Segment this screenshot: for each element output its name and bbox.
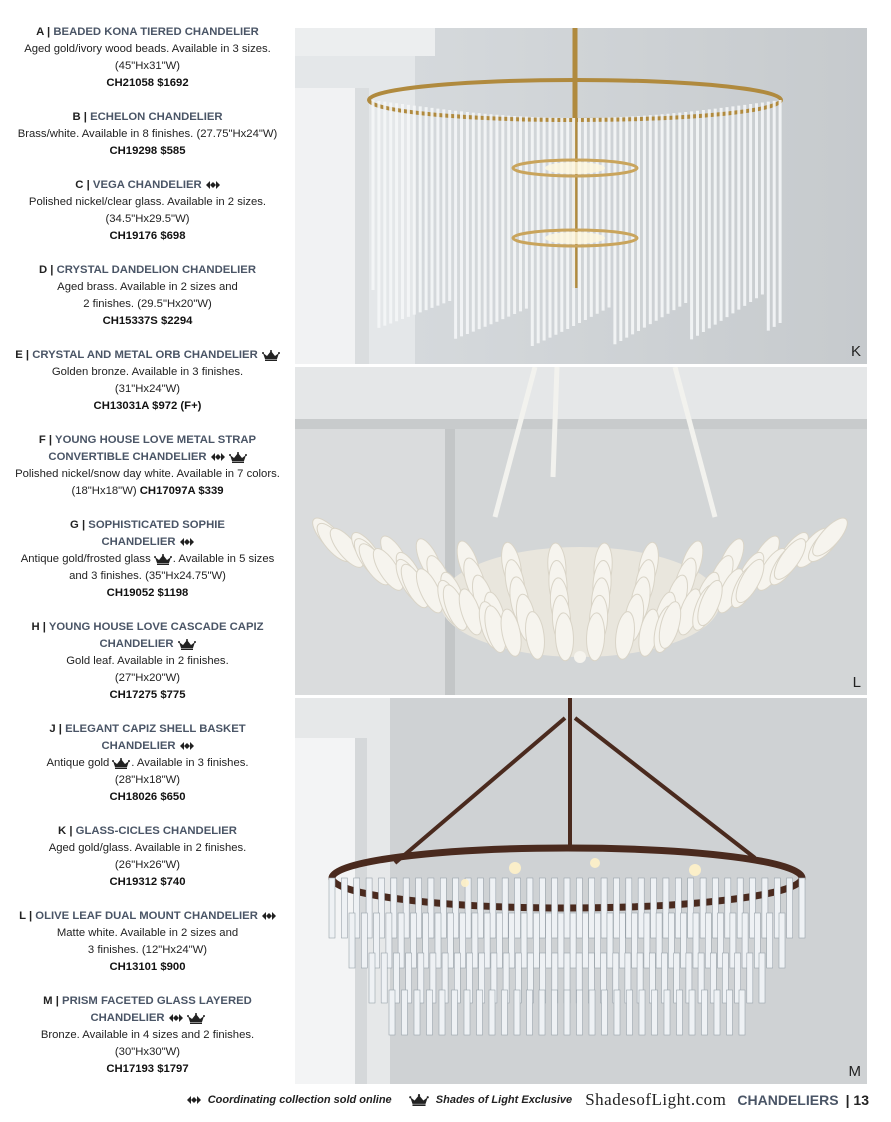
product-letter: D: [39, 264, 48, 276]
product-letter: M: [43, 995, 53, 1007]
coordinating-collection-icon: [211, 453, 225, 461]
product-sku-price: CH15337S $2294: [102, 315, 193, 327]
photo-glass-cicles-chandelier: [295, 28, 867, 364]
exclusive-crown-icon: [154, 554, 172, 565]
product-desc: Antique gold/frosted glass . Available in 5 sizes: [20, 553, 275, 565]
product-name-line2[interactable]: CHANDELIER: [101, 740, 176, 752]
product-desc: (28"Hx18"W): [114, 774, 181, 786]
product-l: L | OLIVE LEAF DUAL MOUNT CHANDELIER Matte white. Available in 2 sizes and 3 finishes. (12"Hx24"W) CH13101 $900: [0, 908, 295, 976]
coordinating-collection-icon: [180, 538, 194, 546]
product-letter: J: [49, 723, 56, 735]
product-sku-price: CH19312 $740: [109, 876, 186, 888]
product-letter: E: [15, 349, 23, 361]
photo-letter-m: M: [848, 1063, 861, 1080]
photo-column: [295, 28, 867, 1084]
section-title: CHANDELIERS: [737, 1092, 839, 1108]
product-k: K | GLASS-CICLES CHANDELIER Aged gold/glass. Available in 2 finishes. (26"Hx26"W) CH19312 $740: [0, 823, 295, 891]
exclusive-crown-icon: [187, 1013, 205, 1024]
product-desc: Polished nickel/snow day white. Available in 7 colors.: [15, 468, 280, 480]
product-sku-price: [0, 483, 295, 500]
product-f: F | YOUNG HOUSE LOVE METAL STRAP CONVERTIBLE CHANDELIER Polished nickel/snow day white. Available in 7 colors. (18"Hx18"W) CH17097A $339: [0, 432, 295, 500]
product-desc: Bronze. Available in 4 sizes and 2 finishes.: [40, 1029, 255, 1041]
product-name[interactable]: ECHELON CHANDELIER: [90, 111, 223, 123]
legend-exclusive: Shades of Light Exclusive: [435, 1094, 573, 1106]
product-letter: F: [38, 434, 46, 446]
product-desc: 2 finishes. (29.5"Hx20"W): [83, 298, 212, 310]
product-name-line2[interactable]: CONVERTIBLE CHANDELIER: [48, 451, 207, 463]
product-desc: and 3 finishes. (35"Hx24.75"W): [69, 570, 226, 582]
product-sku-price: CH21058 $1692: [106, 77, 189, 89]
product-sku-price: CH17193 $1797: [106, 1063, 189, 1075]
product-h: H | YOUNG HOUSE LOVE CASCADE CAPIZ CHANDELIER Gold leaf. Available in 2 finishes. (27"Hx20"W) CH17275 $775: [0, 619, 295, 704]
product-b: B | ECHELON CHANDELIER Brass/white. Available in 8 finishes. (27.75"Hx24"W) CH19298 $585: [0, 109, 295, 160]
exclusive-crown-icon: [262, 350, 280, 361]
product-desc: Antique gold . Available in 3 finishes.: [46, 757, 249, 769]
coordinating-collection-icon: [169, 1014, 183, 1022]
product-desc: Matte white. Available in 2 sizes and: [56, 927, 239, 939]
product-desc: (45"Hx31"W): [114, 60, 181, 72]
product-desc: Aged brass. Available in 2 sizes and: [57, 281, 238, 293]
product-desc: (31"Hx24"W): [114, 383, 181, 395]
coordinating-collection-icon: [180, 742, 194, 750]
product-j: J | ELEGANT CAPIZ SHELL BASKET CHANDELIER Antique gold . Available in 3 finishes. (28"Hx18"W) CH18026 $650: [0, 721, 295, 806]
product-m: M | PRISM FACETED GLASS LAYERED CHANDELIER Bronze. Available in 4 sizes and 2 finishes. (30"Hx30"W) CH17193 $1797: [0, 993, 295, 1078]
product-sku: CH17097A $339: [139, 485, 224, 497]
product-a: A | BEADED KONA TIERED CHANDELIER Aged gold/ivory wood beads. Available in 3 sizes. (45"Hx31"W) CH21058 $1692: [0, 24, 295, 92]
product-name[interactable]: YOUNG HOUSE LOVE CASCADE CAPIZ: [48, 621, 264, 633]
product-desc: (34.5"Hx29.5"W): [105, 213, 190, 225]
product-desc: Brass/white. Available in 8 finishes. (27.75"Hx24"W): [17, 128, 278, 140]
product-name-line2[interactable]: CHANDELIER: [101, 536, 176, 548]
product-sku-price: CH19176 $698: [109, 230, 186, 242]
page-footer: [0, 1090, 891, 1112]
product-letter: G: [70, 519, 79, 531]
coordinating-collection-icon: [262, 912, 276, 920]
product-c: C | VEGA CHANDELIER Polished nickel/clear glass. Available in 2 sizes. (34.5"Hx29.5"W) CH19176 $698: [0, 177, 295, 245]
product-letter: A: [36, 26, 44, 38]
product-desc: Polished nickel/clear glass. Available in 2 sizes.: [28, 196, 267, 208]
product-desc: (30"Hx30"W): [114, 1046, 181, 1058]
product-name-line2[interactable]: CHANDELIER: [90, 1012, 165, 1024]
coordinating-collection-icon: [206, 181, 220, 189]
product-letter: C: [75, 179, 84, 191]
exclusive-crown-icon: [409, 1094, 429, 1106]
product-desc: Aged gold/ivory wood beads. Available in 3 sizes.: [24, 43, 271, 55]
product-g: G | SOPHISTICATED SOPHIE CHANDELIER Antique gold/frosted glass . Available in 5 sizes and 3 finishes. (35"Hx24.75"W) CH19052 $1198: [0, 517, 295, 602]
product-name[interactable]: OLIVE LEAF DUAL MOUNT CHANDELIER: [35, 910, 258, 922]
product-name[interactable]: YOUNG HOUSE LOVE METAL STRAP: [55, 434, 257, 446]
product-letter: B: [72, 111, 81, 123]
product-sku-price: CH13031A $972 (F+): [93, 400, 202, 412]
product-name[interactable]: BEADED KONA TIERED CHANDELIER: [53, 26, 259, 38]
photo-letter-l: L: [852, 674, 861, 691]
exclusive-crown-icon: [178, 639, 196, 650]
product-letter: H: [31, 621, 40, 633]
photo-olive-leaf-chandelier: [295, 367, 867, 695]
product-desc: Golden bronze. Available in 3 finishes.: [51, 366, 244, 378]
coordinating-collection-icon: [187, 1096, 201, 1104]
brand-wordmark[interactable]: ShadesofLight.com: [585, 1090, 727, 1109]
product-sku-price: CH13101 $900: [109, 961, 186, 973]
product-name[interactable]: ELEGANT CAPIZ SHELL BASKET: [65, 723, 246, 735]
product-sku-price: CH18026 $650: [109, 791, 186, 803]
photo-prism-faceted-chandelier: [295, 698, 867, 1084]
product-name[interactable]: PRISM FACETED GLASS LAYERED: [62, 995, 252, 1007]
product-desc: Gold leaf. Available in 2 finishes.: [66, 655, 229, 667]
product-name[interactable]: GLASS-CICLES CHANDELIER: [75, 825, 237, 837]
legend-coordinating: Coordinating collection sold online: [207, 1094, 392, 1106]
product-sku-price: CH17275 $775: [109, 689, 186, 701]
product-letter: K: [58, 825, 67, 837]
product-desc: 3 finishes. (12"Hx24"W): [87, 944, 208, 956]
product-e: E | CRYSTAL AND METAL ORB CHANDELIER Golden bronze. Available in 3 finishes. (31"Hx24"W) CH13031A $972 (F+): [0, 347, 295, 415]
product-name[interactable]: SOPHISTICATED SOPHIE: [88, 519, 225, 531]
product-name[interactable]: CRYSTAL DANDELION CHANDELIER: [56, 264, 256, 276]
product-sku-price: CH19298 $585: [109, 145, 186, 157]
product-desc: (27"Hx20"W): [114, 672, 181, 684]
product-name-line2[interactable]: CHANDELIER: [99, 638, 174, 650]
page-number: | 13: [845, 1092, 869, 1108]
product-name[interactable]: CRYSTAL AND METAL ORB CHANDELIER: [32, 349, 258, 361]
product-size: (18"Hx18"W): [71, 485, 137, 497]
product-letter: L: [19, 910, 26, 922]
product-d: D | CRYSTAL DANDELION CHANDELIER Aged brass. Available in 2 sizes and 2 finishes. (29.5"Hx20"W) CH15337S $2294: [0, 262, 295, 330]
product-desc: (26"Hx26"W): [114, 859, 181, 871]
product-list: [0, 18, 295, 1078]
exclusive-crown-icon: [229, 452, 247, 463]
product-desc: Aged gold/glass. Available in 2 finishes.: [48, 842, 247, 854]
photo-letter-k: K: [850, 343, 861, 360]
exclusive-crown-icon: [112, 758, 130, 769]
product-name[interactable]: VEGA CHANDELIER: [92, 179, 202, 191]
product-sku-price: CH19052 $1198: [106, 587, 189, 599]
